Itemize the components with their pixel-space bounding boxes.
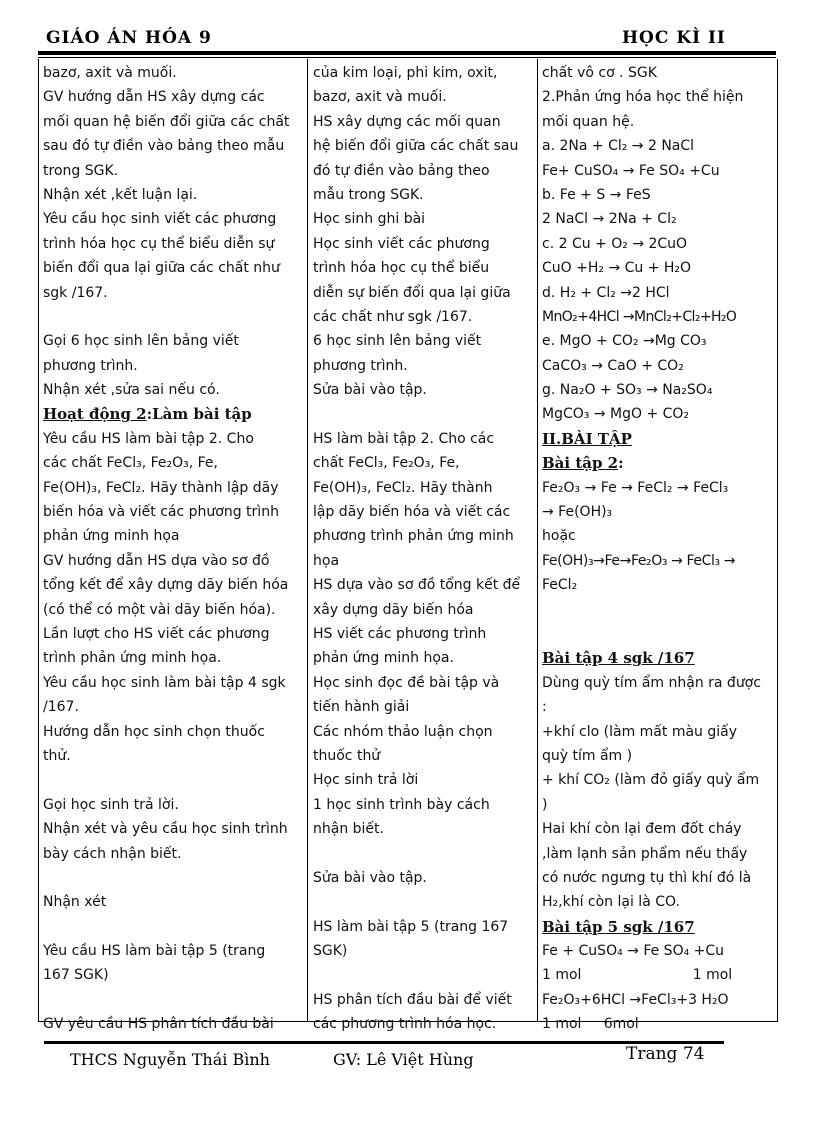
text-line: mối quan hệ biến đổi giữa các chất <box>43 113 290 130</box>
text-line: trong SGK. <box>43 162 119 179</box>
text-line: GV hướng dẫn HS dựa vào sơ đồ <box>43 552 270 569</box>
equation-line: b. Fe + S → FeS <box>542 186 651 203</box>
text-line: đó tự điền vào bảng theo <box>313 162 490 179</box>
text-line: Yêu cầu học sinh viết các phương <box>43 211 277 228</box>
text-line: HS làm bài tập 5 (trang 167 <box>313 918 509 935</box>
text-line: chất vô cơ . SGK <box>542 65 657 81</box>
text-line: Hai khí còn lại đem đốt cháy <box>542 821 742 838</box>
text-line: phản ứng minh họa. <box>313 650 454 667</box>
section-heading-exercises: II.BÀI TẬP <box>542 429 632 448</box>
text-line: chất FeCl₃, Fe₂O₃, Fe, <box>313 455 460 472</box>
header-semester: HỌC KÌ II <box>622 28 726 48</box>
text-line: xây dựng dãy biến hóa <box>313 601 474 618</box>
equation-line: a. 2Na + Cl₂ → 2 NaCl <box>542 138 695 155</box>
text-line: trình hóa học cụ thể biểu diễn sự <box>43 235 275 252</box>
blank-line <box>313 890 533 914</box>
text-line: diễn sự biến đổi qua lại giữa <box>313 284 511 301</box>
text-line: phương trình. <box>43 357 138 374</box>
text-line: HS viết các phương trình <box>313 625 487 642</box>
text-line: hoặc <box>542 528 576 545</box>
equation-line: c. 2 Cu + O₂ → 2CuO <box>542 235 688 252</box>
text-line: /167. <box>43 699 79 716</box>
blank-line <box>43 988 305 1012</box>
text-line: trình hóa học cụ thể biểu <box>313 260 490 277</box>
column-divider-1 <box>307 59 308 1021</box>
text-line: mối quan hệ. <box>542 113 635 130</box>
text-line: phương trình. <box>313 357 408 374</box>
text-line: Gọi 6 học sinh lên bảng viết <box>43 333 239 350</box>
text-line: H₂,khí còn lại là CO. <box>542 894 680 911</box>
text-line: thuốc thử <box>313 747 381 764</box>
blank-line <box>43 768 305 792</box>
text-line: Học sinh đọc đề bài tập và <box>313 674 500 691</box>
equation-line: Fe(OH)₃→Fe→Fe₂O₃ → FeCl₃ → <box>542 552 736 569</box>
text-line: 6 học sinh lên bảng viết <box>313 333 482 350</box>
text-line: biến đổi qua lại giữa các chất như <box>43 260 280 277</box>
text-line: sau đó tự điền vào bảng theo mẫu <box>43 138 285 155</box>
equation-line: CaCO₃ → CaO + CO₂ <box>542 357 684 374</box>
exercise-4-heading: Bài tập 4 sgk /167 <box>542 649 695 668</box>
text-line: GV hướng dẫn HS xây dựng các <box>43 89 265 106</box>
blank-line <box>542 622 774 646</box>
activity-2-heading <box>43 402 305 426</box>
exercise-5-heading: Bài tập 5 sgk /167 <box>542 917 695 936</box>
blank-line <box>313 963 533 987</box>
footer-rule <box>44 1041 724 1044</box>
text-line: Học sinh ghi bài <box>313 211 426 228</box>
text-line: tổng kết để xây dựng dãy biến hóa <box>43 577 289 594</box>
text-line: 1 mol 1 mol <box>542 967 733 984</box>
equation-line: d. H₂ + Cl₂ →2 HCl <box>542 284 670 301</box>
blank-line <box>43 866 305 890</box>
header-title: GIÁO ÁN HÓA 9 <box>46 28 212 48</box>
text-line: họa <box>313 552 340 569</box>
equation-line: Fe+ CuSO₄ → Fe SO₄ +Cu <box>542 162 720 179</box>
text-line: Học sinh trả lời <box>313 772 419 789</box>
exercise-2-heading: Bài tập 2: <box>542 454 624 473</box>
text-line: các chất như sgk /167. <box>313 308 473 325</box>
equation-line: → Fe(OH)₃ <box>542 504 613 521</box>
blank-line <box>43 915 305 939</box>
text-line: Sửa bài vào tập. <box>313 382 427 399</box>
text-line: 2.Phản ứng hóa học thể hiện <box>542 89 744 106</box>
header-rule <box>38 51 776 55</box>
text-line: 1 mol 6mol <box>542 1016 639 1033</box>
text-line: Hướng dẫn học sinh chọn thuốc <box>43 723 265 740</box>
text-line: mẫu trong SGK. <box>313 186 424 203</box>
page-number: Trang 74 <box>626 1044 705 1064</box>
student-activity-column <box>313 61 533 1037</box>
text-line: Yêu cầu học sinh làm bài tập 4 sgk <box>43 674 286 691</box>
text-line: Học sinh viết các phương <box>313 235 490 252</box>
text-line: hệ biến đổi giữa các chất sau <box>313 138 519 155</box>
lesson-table <box>38 59 778 1033</box>
equation-line: Fe₂O₃ → Fe → FeCl₂ → FeCl₃ <box>542 479 729 496</box>
teacher-activity-column <box>43 61 305 1037</box>
text-line: bazơ, axit và muối. <box>313 89 447 106</box>
equation-line: FeCl₂ <box>542 577 578 594</box>
equation-line: MnO₂+4HCl →MnCl₂+Cl₂+H₂O <box>542 308 737 325</box>
text-line: Fe(OH)₃, FeCl₂. Hãy thành <box>313 479 493 496</box>
text-line: biến hóa và viết các phương trình <box>43 504 279 521</box>
equation-line: g. Na₂O + SO₃ → Na₂SO₄ <box>542 382 713 399</box>
equation-line: Fe₂O₃+6HCl →FeCl₃+3 H₂O <box>542 991 729 1008</box>
text-line: ,làm lạnh sản phẩm nếu thấy <box>542 845 748 862</box>
text-line: quỳ tím ẩm ) <box>542 747 633 764</box>
text-line: Yêu cầu HS làm bài tập 5 (trang <box>43 943 266 960</box>
text-line: bazơ, axit và muối. <box>43 65 177 81</box>
text-line: HS phân tích đầu bài để viết <box>313 991 512 1008</box>
text-line: Fe(OH)₃, FeCl₂. Hãy thành lập dãy <box>43 479 279 496</box>
blank-line <box>313 842 533 866</box>
text-line: SGK) <box>313 943 348 960</box>
text-line: Dùng quỳ tím ẩm nhận ra được <box>542 674 761 691</box>
text-line: : <box>542 699 547 716</box>
blank-line <box>313 402 533 426</box>
text-line: Gọi học sinh trả lời. <box>43 796 179 813</box>
text-line: nhận biết. <box>313 821 384 838</box>
text-line: HS làm bài tập 2. Cho các <box>313 430 495 447</box>
text-line: Yêu cầu HS làm bài tập 2. Cho <box>43 430 254 447</box>
text-line: ) <box>542 796 548 813</box>
text-line: sgk /167. <box>43 284 108 301</box>
text-line: GV yêu cầu HS phân tích đầu bài <box>43 1016 274 1033</box>
header-rule-thin <box>38 57 776 58</box>
exercise-2-label: Bài tập 2 <box>542 454 619 473</box>
equation-line: Fe + CuSO₄ → Fe SO₄ +Cu <box>542 943 725 960</box>
text-line: tiến hành giải <box>313 699 410 716</box>
text-line: có nước ngưng tụ thì khí đó là <box>542 869 752 886</box>
text-line: thử. <box>43 747 71 764</box>
text-line: Nhận xét và yêu cầu học sinh trình <box>43 821 288 838</box>
blank-line <box>43 305 305 329</box>
text-line: +khí clo (làm mất màu giấy <box>542 723 738 740</box>
text-line: Lần lượt cho HS viết các phương <box>43 625 270 642</box>
column-divider-2 <box>537 59 538 1021</box>
text-line: trình phản ứng minh họa. <box>43 650 222 667</box>
text-line: Nhận xét ,sửa sai nếu có. <box>43 382 220 399</box>
text-line: HS xây dựng các mối quan <box>313 113 501 130</box>
text-line: 1 học sinh trình bày cách <box>313 796 490 813</box>
text-line: Nhận xét ,kết luận lại. <box>43 186 198 203</box>
text-line: (có thể có một vài dãy biến hóa). <box>43 601 276 618</box>
blank-line <box>542 598 774 622</box>
equation-line: MgCO₃ → MgO + CO₂ <box>542 406 690 423</box>
text-line: Nhận xét <box>43 894 107 911</box>
text-line: bày cách nhận biết. <box>43 845 182 862</box>
text-line: Sửa bài vào tập. <box>313 869 427 886</box>
text-line: các phương trình hóa học. <box>313 1016 497 1033</box>
activity-2-label: Hoạt động 2 <box>43 405 147 424</box>
text-line: + khí CO₂ (làm đỏ giấy quỳ ẩm <box>542 772 760 789</box>
activity-2-title: :Làm bài tập <box>146 405 252 424</box>
content-column <box>542 61 774 1037</box>
text-line: phương trình phản ứng minh <box>313 528 514 545</box>
text-line: HS dựa vào sơ đồ tổng kết để <box>313 577 521 594</box>
text-line: phản ứng minh họa <box>43 528 180 545</box>
text-line: 167 SGK) <box>43 967 109 984</box>
equation-line: CuO +H₂ → Cu + H₂O <box>542 260 692 277</box>
text-line: các chất FeCl₃, Fe₂O₃, Fe, <box>43 455 218 472</box>
text-line: lập dãy biến hóa và viết các <box>313 504 511 521</box>
text-line: Các nhóm thảo luận chọn <box>313 723 493 740</box>
equation-line: e. MgO + CO₂ →Mg CO₃ <box>542 333 707 350</box>
footer-school: THCS Nguyễn Thái Bình <box>70 1050 270 1069</box>
footer-teacher: GV: Lê Việt Hùng <box>333 1050 474 1069</box>
text-line: của kim loại, phi kim, oxit, <box>313 65 498 81</box>
equation-line: 2 NaCl → 2Na + Cl₂ <box>542 211 677 228</box>
